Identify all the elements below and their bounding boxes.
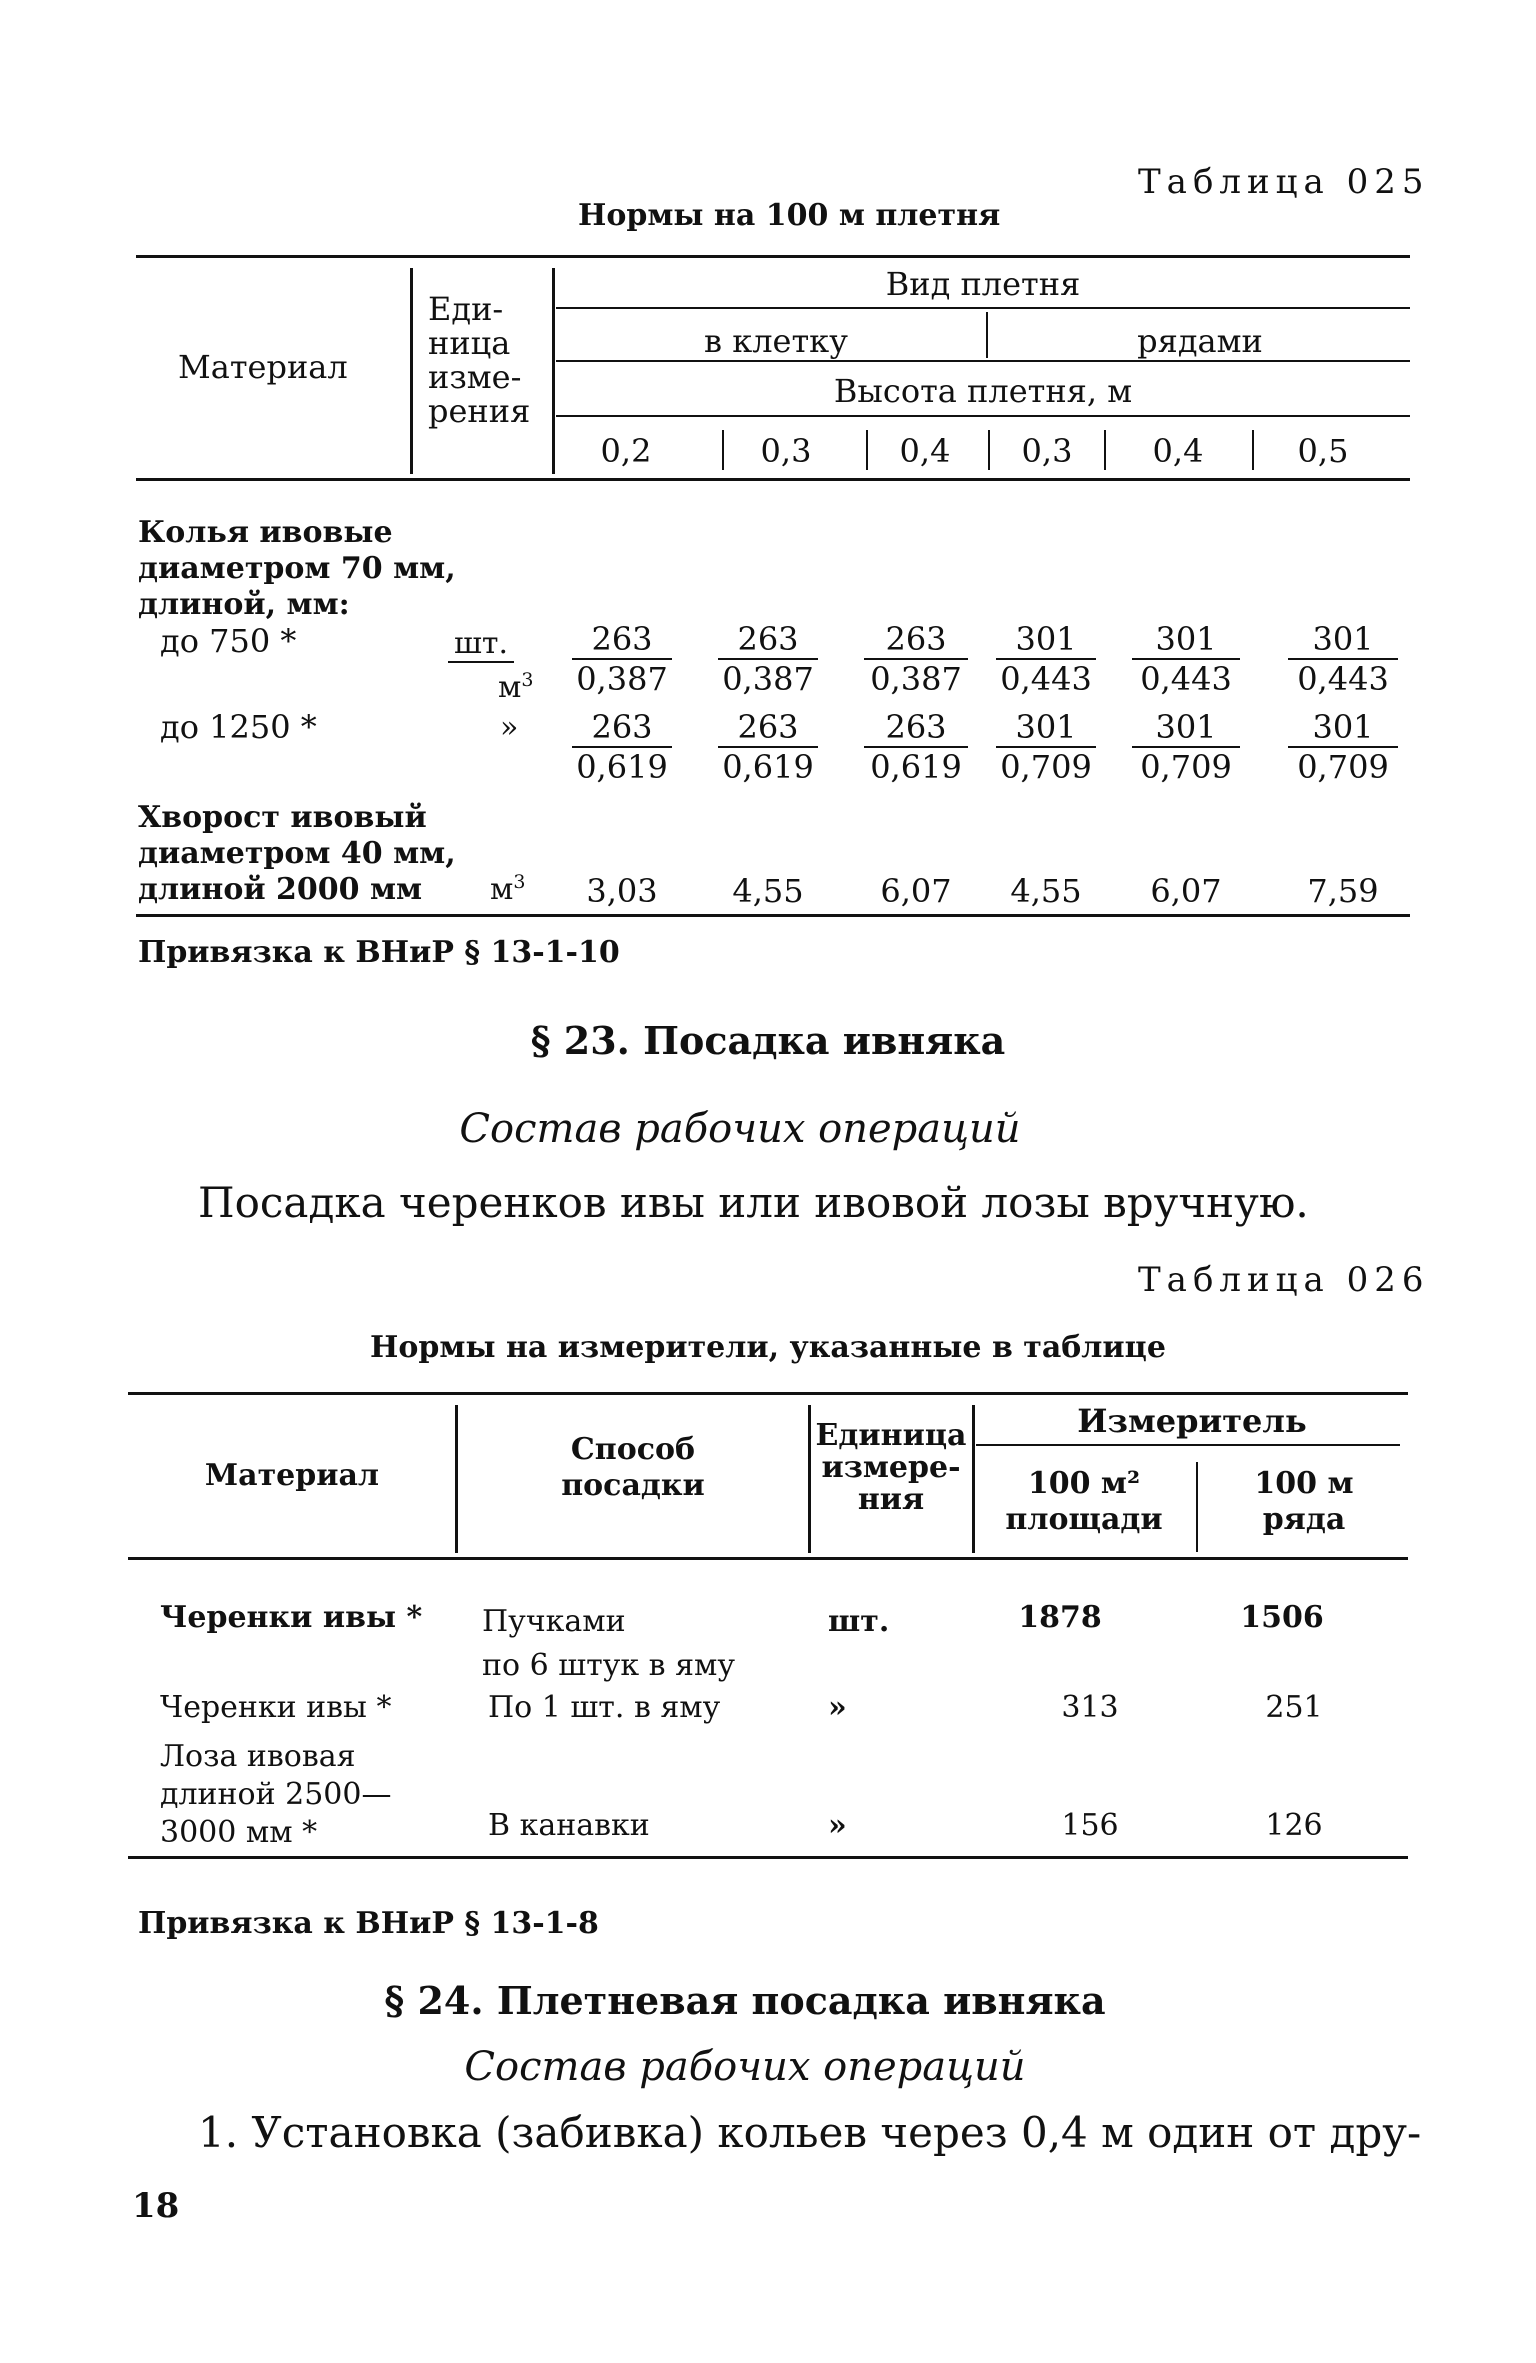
t025-r2-c2-top: 263 bbox=[718, 708, 818, 748]
t025-g2-c3: 6,07 bbox=[880, 872, 952, 910]
t025-g2-c5: 6,07 bbox=[1150, 872, 1222, 910]
t025-header-kind-b: рядами bbox=[1137, 322, 1263, 360]
t026-header-area: 100 м² площади bbox=[1005, 1466, 1163, 1537]
t025-rule-subkind bbox=[556, 360, 1410, 362]
t025-height-5: 0,4 bbox=[1152, 432, 1204, 470]
section-23-subtitle: Состав рабочих операций bbox=[459, 1106, 1021, 1152]
t025-r1-c1-bottom: 0,387 bbox=[576, 660, 668, 698]
t026-header-row: 100 м ряда bbox=[1254, 1466, 1354, 1537]
t025-row1-unit-top-text: шт. bbox=[448, 626, 514, 663]
t026-r3-area: 156 bbox=[1061, 1808, 1119, 1843]
t025-r2-c6-top: 301 bbox=[1288, 708, 1398, 748]
t025-r1-c2 bbox=[718, 620, 818, 698]
t026-r3-method: В канавки bbox=[488, 1808, 650, 1843]
t025-r2-c3 bbox=[864, 708, 968, 786]
t025-r2-c4-bottom: 0,709 bbox=[1000, 748, 1092, 786]
section-23-title: § 23. Посадка ивняка bbox=[530, 1018, 1006, 1063]
t025-r1-c4-bottom: 0,443 bbox=[1000, 660, 1092, 698]
t025-header-kind: Вид плетня bbox=[885, 265, 1081, 303]
section-24-title: § 24. Плетневая посадка ивняка bbox=[384, 1978, 1106, 2023]
t026-rule-measure bbox=[976, 1444, 1400, 1446]
t025-r1-c5-top: 301 bbox=[1132, 620, 1240, 660]
t026-r1-row: 1506 bbox=[1240, 1600, 1324, 1635]
t025-r1-c3-top: 263 bbox=[864, 620, 968, 660]
t025-r1-c5 bbox=[1132, 620, 1240, 698]
t026-r2-method: По 1 шт. в яму bbox=[488, 1690, 721, 1725]
t025-r2-c1-bottom: 0,619 bbox=[576, 748, 668, 786]
t026-r3-unit: » bbox=[828, 1808, 847, 1843]
t025-r1-c1 bbox=[572, 620, 672, 698]
t026-r2-material: Черенки ивы * bbox=[160, 1690, 392, 1725]
table-025-label: Таблица 025 bbox=[1138, 162, 1430, 202]
section-24-subtitle: Состав рабочих операций bbox=[464, 2044, 1026, 2090]
page-number: 18 bbox=[132, 2186, 180, 2226]
table-026-label: Таблица 026 bbox=[1138, 1260, 1430, 1300]
t025-height-1: 0,2 bbox=[600, 432, 652, 470]
t025-r2-c1-top: 263 bbox=[572, 708, 672, 748]
t025-group2-unit bbox=[490, 872, 525, 907]
t026-vline-2 bbox=[808, 1405, 811, 1553]
table-025-top-rule bbox=[136, 255, 1410, 258]
t025-vline-kind bbox=[986, 312, 988, 358]
t025-row2-unit-top: » bbox=[500, 710, 519, 745]
t025-height-4: 0,3 bbox=[1021, 432, 1073, 470]
t025-r1-c5-bottom: 0,443 bbox=[1140, 660, 1232, 698]
t025-r2-c5-top: 301 bbox=[1132, 708, 1240, 748]
t025-g2-c6: 7,59 bbox=[1307, 872, 1379, 910]
t026-vline-measure bbox=[1196, 1462, 1198, 1552]
t026-r2-area: 313 bbox=[1061, 1690, 1119, 1725]
t025-row1-unit-top bbox=[448, 626, 514, 663]
t025-r2-c6-bottom: 0,709 bbox=[1297, 748, 1389, 786]
t025-r2-c5-bottom: 0,709 bbox=[1140, 748, 1232, 786]
t025-r1-c1-top: 263 bbox=[572, 620, 672, 660]
t025-r2-c2 bbox=[718, 708, 818, 786]
section-23-text: Посадка черенков ивы или ивовой лозы вручную. bbox=[198, 1178, 1309, 1227]
t025-header-height: Высота плетня, м bbox=[833, 372, 1133, 410]
t025-r1-c2-bottom: 0,387 bbox=[722, 660, 814, 698]
t025-height-3: 0,4 bbox=[899, 432, 951, 470]
t025-header-unit: Еди- ница изме- рения bbox=[428, 290, 531, 430]
table-026-caption: Нормы на измерители, указанные в таблице bbox=[370, 1330, 1166, 1365]
t025-r2-c1 bbox=[572, 708, 672, 786]
table-025-bottom-rule bbox=[136, 914, 1410, 917]
t025-group2-unit-text: м bbox=[490, 872, 514, 907]
t025-row1-unit-bottom-text: м bbox=[498, 670, 522, 705]
t025-row1-label: до 750 * bbox=[160, 622, 297, 660]
t025-r2-c6 bbox=[1288, 708, 1398, 786]
table-025-vline-1 bbox=[410, 268, 413, 474]
t025-r2-c4 bbox=[996, 708, 1096, 786]
t025-g2-c4: 4,55 bbox=[1010, 872, 1082, 910]
t025-r2-c3-bottom: 0,619 bbox=[870, 748, 962, 786]
t025-row1-unit-bottom-sup: 3 bbox=[521, 669, 534, 691]
t026-header-measure: Измеритель bbox=[1077, 1402, 1307, 1440]
t025-height-sep-3 bbox=[988, 430, 990, 470]
t025-height-sep-1 bbox=[722, 430, 724, 470]
t025-header-kind-a: в клетку bbox=[704, 322, 848, 360]
t025-height-sep-5 bbox=[1252, 430, 1254, 470]
table-026-top-rule bbox=[128, 1392, 1408, 1395]
table-026-header-rule bbox=[128, 1557, 1408, 1560]
t025-r1-c6-top: 301 bbox=[1288, 620, 1398, 660]
t025-height-sep-4 bbox=[1104, 430, 1106, 470]
t025-row2-label: до 1250 * bbox=[160, 708, 317, 746]
t025-r1-c2-top: 263 bbox=[718, 620, 818, 660]
t026-r1-material: Черенки ивы * bbox=[160, 1600, 423, 1635]
t025-header-material: Материал bbox=[178, 348, 348, 386]
t026-r2-unit: » bbox=[828, 1690, 847, 1725]
t026-header-material: Материал bbox=[204, 1458, 380, 1493]
t026-r3-row: 126 bbox=[1265, 1808, 1323, 1843]
t025-r1-c3 bbox=[864, 620, 968, 698]
t025-r2-c4-top: 301 bbox=[996, 708, 1096, 748]
table-025-caption: Нормы на 100 м плетня bbox=[578, 198, 1001, 233]
table-025-vline-2 bbox=[552, 268, 555, 474]
t025-g2-c2: 4,55 bbox=[732, 872, 804, 910]
t026-r1-unit: шт. bbox=[828, 1604, 890, 1639]
t025-r1-c6 bbox=[1288, 620, 1398, 698]
t025-r2-c2-bottom: 0,619 bbox=[722, 748, 814, 786]
t026-header-method: Способ посадки bbox=[561, 1432, 705, 1503]
section-24-text: 1. Установка (забивка) кольев через 0,4 м один от дру- bbox=[198, 2108, 1422, 2157]
t025-row1-unit-bottom bbox=[498, 670, 533, 705]
t026-r2-row: 251 bbox=[1265, 1690, 1323, 1725]
t026-r1-area: 1878 bbox=[1018, 1600, 1102, 1635]
t025-height-6: 0,5 bbox=[1297, 432, 1349, 470]
t026-vline-1 bbox=[455, 1405, 458, 1553]
table-025-header-rule bbox=[136, 478, 1410, 481]
t025-group1-title: Колья ивовые диаметром 70 мм, длиной, мм: bbox=[138, 515, 456, 622]
t026-r1-method: Пучками по 6 штук в яму bbox=[482, 1604, 735, 1683]
table-026-bottom-rule bbox=[128, 1856, 1408, 1859]
t025-height-sep-2 bbox=[866, 430, 868, 470]
t025-r1-c4-top: 301 bbox=[996, 620, 1096, 660]
t025-group2-title: Хворост ивовый диаметром 40 мм, длиной 2000 мм bbox=[138, 800, 456, 907]
t026-r3-material: Лоза ивовая длиной 2500— 3000 мм * bbox=[160, 1739, 392, 1850]
t025-rule-height bbox=[556, 415, 1410, 417]
t025-g2-c1: 3,03 bbox=[586, 872, 658, 910]
t025-group2-unit-sup: 3 bbox=[513, 871, 526, 893]
t026-footnote: Привязка к ВНиР § 13-1-8 bbox=[138, 1906, 599, 1941]
t025-r1-c4 bbox=[996, 620, 1096, 698]
t025-rule-kind bbox=[556, 307, 1410, 309]
t025-height-2: 0,3 bbox=[760, 432, 812, 470]
t026-vline-3 bbox=[972, 1405, 975, 1553]
t025-footnote: Привязка к ВНиР § 13-1-10 bbox=[138, 935, 620, 970]
t025-r2-c5 bbox=[1132, 708, 1240, 786]
t026-header-unit: Единица измере- ния bbox=[815, 1418, 967, 1517]
t025-r1-c3-bottom: 0,387 bbox=[870, 660, 962, 698]
t025-r2-c3-top: 263 bbox=[864, 708, 968, 748]
t025-r1-c6-bottom: 0,443 bbox=[1297, 660, 1389, 698]
